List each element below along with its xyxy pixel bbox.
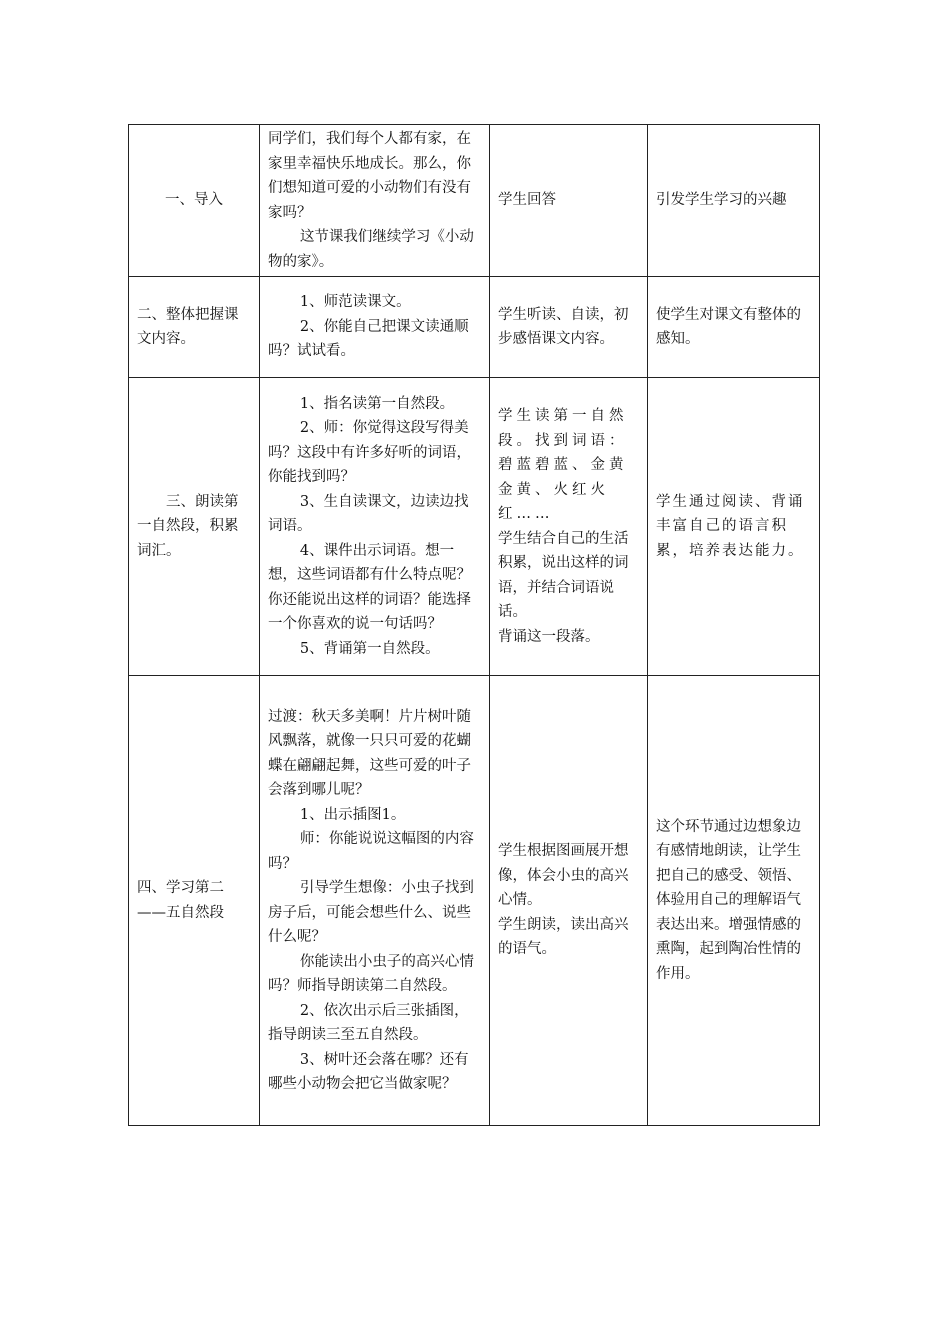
aim-paragraph: 学生通过阅读、背诵丰富自己的语言积累，培养表达能力。 — [656, 493, 805, 559]
student-paragraph: 学生回答 — [498, 192, 556, 209]
process-paragraph: 同学们，我们每个人都有家，在家里幸福快乐地成长。那么，你们想知道可爱的小动物们有没有家吗？ — [268, 131, 471, 221]
process-paragraph: 1、指名读第一自然段。 — [299, 395, 455, 412]
process-paragraph: 你能读出小虫子的高兴心情吗？师指导朗读第二自然段。 — [268, 953, 474, 994]
stage-cell: 三、朗读第一自然段，积累词汇。 — [129, 378, 260, 676]
student-activity-cell — [490, 277, 648, 378]
aim-paragraph: 使学生对课文有整体的感知。 — [656, 306, 801, 347]
student-paragraph: 学生根据图画展开想像，体会小虫的高兴心情。 — [498, 843, 629, 909]
process-cell — [260, 277, 490, 378]
design-intent-cell — [648, 125, 820, 277]
table-row — [129, 676, 820, 1126]
aim-paragraph: 这个环节通过边想象边有感情地朗读，让学生把自己的感受、领悟、体验用自己的理解语气表达出来。增强情感的熏陶，起到陶冶性情的作用。 — [656, 818, 801, 982]
process-cell — [260, 125, 490, 277]
process-paragraph: 2、你能自己把课文读通顺吗？试试看。 — [268, 318, 469, 360]
student-paragraph: 学生朗读，读出高兴的语气。 — [498, 916, 629, 958]
process-paragraph: 1、师范读课文。 — [299, 294, 411, 311]
student-activity-cell — [490, 676, 648, 1126]
process-paragraph: 3、树叶还会落在哪？还有哪些小动物会把它当做家呢？ — [268, 1051, 469, 1092]
student-activity-cell — [490, 378, 648, 676]
process-paragraph: 引导学生想像：小虫子找到房子后，可能会想些什么、说些什么呢？ — [268, 880, 474, 945]
table-row — [129, 125, 820, 277]
process-paragraph: 3、生自读课文，边读边找词语。 — [268, 493, 469, 535]
stage-cell: 二、整体把握课文内容。 — [129, 277, 260, 378]
student-paragraph: 学生结合自己的生活积累，说出这样的词语，并结合词语说话。 — [498, 530, 629, 620]
aim-paragraph: 引发学生学习的兴趣 — [656, 192, 787, 209]
lesson-plan-table — [128, 124, 820, 1126]
student-paragraph: 学生听读、自读，初步感悟课文内容。 — [498, 306, 629, 347]
process-paragraph: 2、依次出示后三张插图，指导朗读三至五自然段。 — [268, 1002, 469, 1043]
process-cell — [260, 378, 490, 676]
design-intent-cell — [648, 378, 820, 676]
table-row — [129, 378, 820, 676]
process-paragraph: 过渡：秋天多美啊！片片树叶随风飘落，就像一只只可爱的花蝴蝶在翩翩起舞，这些可爱的叶子会落到哪儿呢？ — [268, 708, 471, 798]
process-paragraph: 1、出示插图1。 — [299, 806, 406, 823]
process-paragraph: 4、课件出示词语。想一想，这些词语都有什么特点呢？你还能说出这样的词语？能选择一个你喜欢的说一句话吗？ — [268, 542, 471, 633]
student-paragraph: 背诵这一段落。 — [498, 628, 600, 645]
student-paragraph: 学生读第一自然段。找到词语：碧蓝碧蓝、金黄金黄、火红火红…… — [498, 408, 628, 522]
stage-cell: 一、导入 — [129, 125, 260, 277]
process-paragraph: 5、背诵第一自然段。 — [299, 640, 440, 657]
table-row — [129, 277, 820, 378]
process-paragraph: 师：你能说说这幅图的内容吗？ — [268, 831, 474, 872]
stage-cell: 四、学习第二——五自然段 — [129, 676, 260, 1126]
process-paragraph: 2、师：你觉得这段写得美吗？这段中有许多好听的词语，你能找到吗？ — [268, 420, 471, 486]
student-activity-cell — [490, 125, 648, 277]
design-intent-cell — [648, 277, 820, 378]
design-intent-cell — [648, 676, 820, 1126]
process-paragraph: 这节课我们继续学习《小动物的家》。 — [268, 229, 474, 270]
process-cell — [260, 676, 490, 1126]
